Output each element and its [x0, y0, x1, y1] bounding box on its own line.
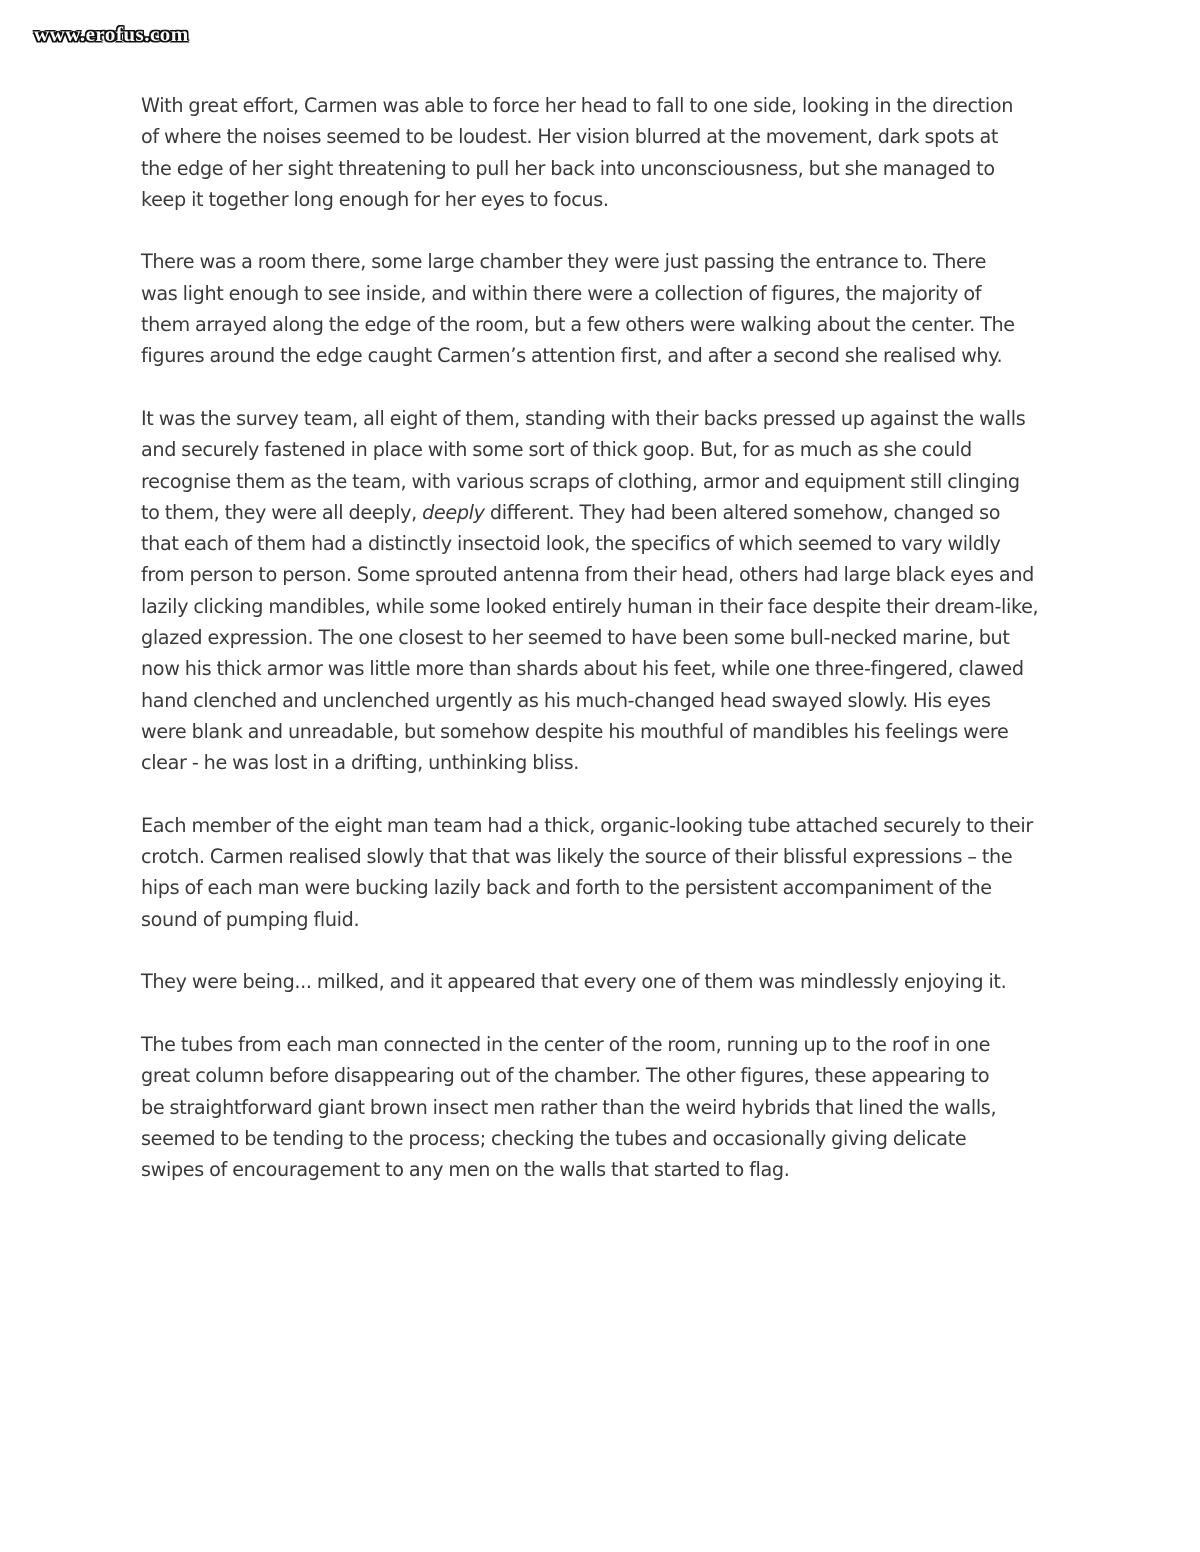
text-line: There was a room there, some large chamber they were just passing the entrance to. There — [141, 250, 987, 274]
paragraph-2 — [141, 246, 1066, 371]
emphasized-word: deeply — [422, 500, 485, 524]
story-text-body — [141, 90, 1066, 1217]
text-line: be straightforward giant brown insect men rather than the weird hybrids that lined the walls, — [141, 1095, 997, 1119]
paragraph-1 — [141, 90, 1066, 215]
text-line: It was the survey team, all eight of them, standing with their backs pressed up against the walls — [141, 406, 1026, 430]
text-line: great column before disappearing out of the chamber. The other figures, these appearing to — [141, 1064, 990, 1088]
site-watermark: www.erofus.com — [34, 22, 189, 46]
text-line: The tubes from each man connected in the center of the room, running up to the roof in one — [141, 1032, 991, 1056]
text-line: sound of pumping fluid. — [141, 907, 360, 931]
text-line: of where the noises seemed to be loudest. Her vision blurred at the movement, dark spots at — [141, 125, 999, 149]
text-line: They were being... milked, and it appeared that every one of them was mindlessly enjoying it. — [141, 970, 1007, 994]
text-line: clear - he was lost in a drifting, unthinking bliss. — [141, 751, 580, 775]
text-line: lazily clicking mandibles, while some looked entirely human in their face despite their dream-like, — [141, 594, 1039, 618]
text-line: hand clenched and unclenched urgently as his much-changed head swayed slowly. His eyes — [141, 688, 991, 712]
text-line — [141, 501, 1000, 524]
text-line: was light enough to see inside, and within there were a collection of figures, the majority of — [141, 281, 982, 305]
paragraph-5 — [141, 966, 1066, 997]
text-line: Each member of the eight man team had a thick, organic-looking tube attached securely to their — [141, 813, 1033, 837]
text-line: recognise them as the team, with various scraps of clothing, armor and equipment still clinging — [141, 469, 1020, 493]
text-line: swipes of encouragement to any men on the walls that started to flag. — [141, 1158, 790, 1182]
text-line: and securely fastened in place with some sort of thick goop. But, for as much as she could — [141, 438, 972, 462]
paragraph-3 — [141, 403, 1066, 779]
text-line: now his thick armor was little more than shards about his feet, while one three-fingered, clawed — [141, 657, 1024, 681]
text-line: With great effort, Carmen was able to force her head to fall to one side, looking in the direction — [141, 94, 1014, 117]
text-line: from person to person. Some sprouted antenna from their head, others had large black eyes and — [141, 563, 1034, 587]
text-line: keep it together long enough for her eyes to focus. — [141, 187, 609, 211]
text-line: were blank and unreadable, but somehow despite his mouthful of mandibles his feelings were — [141, 719, 1009, 743]
text-line: them arrayed along the edge of the room, but a few others were walking about the center. The — [141, 313, 1015, 337]
text-line: hips of each man were bucking lazily back and forth to the persistent accompaniment of the — [141, 876, 992, 900]
text-fragment: different. They had been altered somehow, changed so — [484, 500, 1001, 524]
text-line: glazed expression. The one closest to her seemed to have been some bull-necked marine, but — [141, 626, 1010, 650]
paragraph-4 — [141, 810, 1066, 935]
text-line: crotch. Carmen realised slowly that that was likely the source of their blissful expressions – the — [141, 845, 1013, 869]
text-line: that each of them had a distinctly insectoid look, the specifics of which seemed to vary wildly — [141, 532, 1001, 556]
text-line: seemed to be tending to the process; checking the tubes and occasionally giving delicate — [141, 1126, 967, 1150]
text-line: the edge of her sight threatening to pull her back into unconsciousness, but she managed to — [141, 156, 995, 180]
paragraph-6 — [141, 1029, 1066, 1185]
text-line: figures around the edge caught Carmen’s attention first, and after a second she realised why. — [141, 344, 1003, 368]
text-fragment: to them, they were all deeply, — [141, 500, 423, 524]
